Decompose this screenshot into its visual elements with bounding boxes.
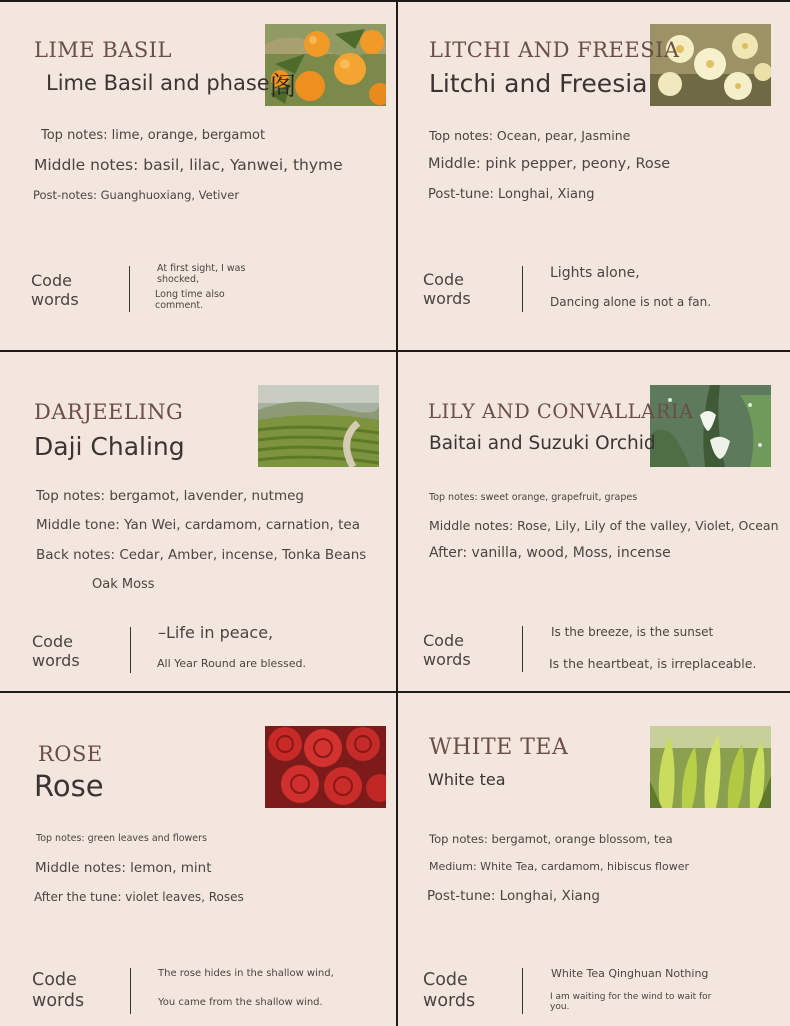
- card-title: LIME BASIL: [34, 38, 172, 62]
- middle-notes: Middle: pink pepper, peony, Rose: [428, 156, 671, 172]
- overlay-glyph: 阁: [270, 72, 297, 102]
- code-phrase-2: All Year Round are blessed.: [157, 657, 307, 670]
- code-phrase-1: Lights alone,: [550, 265, 640, 281]
- middle-notes: Middle notes: lemon, mint: [35, 860, 212, 876]
- freesia-photo: [650, 24, 771, 106]
- tea-leaves-photo: [650, 726, 771, 808]
- card-title: WHITE TEA: [429, 735, 569, 760]
- grid-divider-top: [0, 0, 790, 2]
- top-notes: Top notes: Ocean, pear, Jasmine: [429, 128, 631, 143]
- top-notes: Top notes: bergamot, lavender, nutmeg: [36, 488, 304, 504]
- top-notes: Top notes: lime, orange, bergamot: [41, 128, 266, 143]
- base-notes: Post-notes: Guanghuoxiang, Vetiver: [33, 188, 240, 202]
- code-words-label: Code words: [32, 632, 80, 670]
- code-phrase-2: I am waiting for the wind to wait for you.: [550, 992, 712, 1012]
- code-words-label: Code words: [31, 271, 79, 309]
- top-notes: Top notes: sweet orange, grapefruit, grapes: [429, 492, 638, 503]
- code-words-label: Code words: [423, 631, 471, 669]
- lily-of-valley-photo: [650, 385, 771, 467]
- code-separator: [522, 968, 523, 1014]
- code-phrase-2: Is the heartbeat, is irreplaceable.: [549, 656, 757, 671]
- grid-divider-row2: [0, 691, 790, 693]
- top-notes: Top notes: green leaves and flowers: [36, 833, 207, 844]
- code-phrase-2: Dancing alone is not a fan.: [550, 295, 712, 309]
- card-subtitle: Lime Basil and phase: [46, 71, 270, 95]
- code-phrase-1: Is the breeze, is the sunset: [551, 625, 714, 639]
- card-subtitle: Daji Chaling: [34, 432, 185, 461]
- grid-divider-row1: [0, 350, 790, 352]
- grid-divider-vertical: [396, 0, 398, 1026]
- code-separator: [130, 627, 131, 673]
- base-notes: After the tune: violet leaves, Roses: [34, 890, 244, 904]
- code-separator: [129, 266, 130, 312]
- card-subtitle: Litchi and Freesia: [429, 69, 648, 98]
- card-title: ROSE: [38, 742, 103, 766]
- code-phrase-2: You came from the shallow wind.: [158, 997, 323, 1008]
- middle-notes: Middle notes: Rose, Lily, Lily of the valley, Violet, Ocean: [429, 518, 779, 533]
- code-separator: [522, 626, 523, 672]
- card-title: LITCHI AND FREESIA: [429, 38, 680, 62]
- code-phrase-1: At first sight, I was shocked,: [157, 263, 246, 285]
- base-notes: Post-tune: Longhai, Xiang: [428, 187, 595, 202]
- code-separator: [130, 968, 131, 1014]
- card-title: DARJEELING: [34, 400, 184, 424]
- tea-hills-photo: [258, 385, 379, 467]
- code-phrase-1: The rose hides in the shallow wind,: [158, 968, 334, 979]
- code-phrase-1: –Life in peace,: [158, 623, 274, 642]
- card-subtitle: White tea: [428, 770, 506, 789]
- base-notes: After: vanilla, wood, Moss, incense: [429, 545, 671, 561]
- middle-notes: Middle notes: basil, lilac, Yanwei, thyme: [34, 156, 343, 174]
- roses-photo: [265, 726, 386, 808]
- code-phrase-1: White Tea Qinghuan Nothing: [551, 967, 709, 980]
- base-notes: Post-tune: Longhai, Xiang: [427, 888, 600, 904]
- base-notes-continued: Oak Moss: [92, 577, 155, 592]
- middle-notes: Medium: White Tea, cardamom, hibiscus flower: [429, 860, 690, 873]
- middle-notes: Middle tone: Yan Wei, cardamom, carnation, tea: [36, 517, 360, 533]
- card-title: LILY AND CONVALLARIA: [428, 400, 694, 423]
- code-phrase-2: Long time also comment.: [155, 289, 225, 311]
- code-words-label: Code words: [32, 970, 85, 1011]
- card-subtitle: Rose: [34, 769, 104, 803]
- code-separator: [522, 266, 523, 312]
- card-subtitle: Baitai and Suzuki Orchid: [429, 433, 656, 454]
- code-words-label: Code words: [423, 970, 476, 1011]
- top-notes: Top notes: bergamot, orange blossom, tea: [429, 832, 673, 846]
- code-words-label: Code words: [423, 270, 471, 308]
- base-notes: Back notes: Cedar, Amber, incense, Tonka Beans: [36, 547, 367, 563]
